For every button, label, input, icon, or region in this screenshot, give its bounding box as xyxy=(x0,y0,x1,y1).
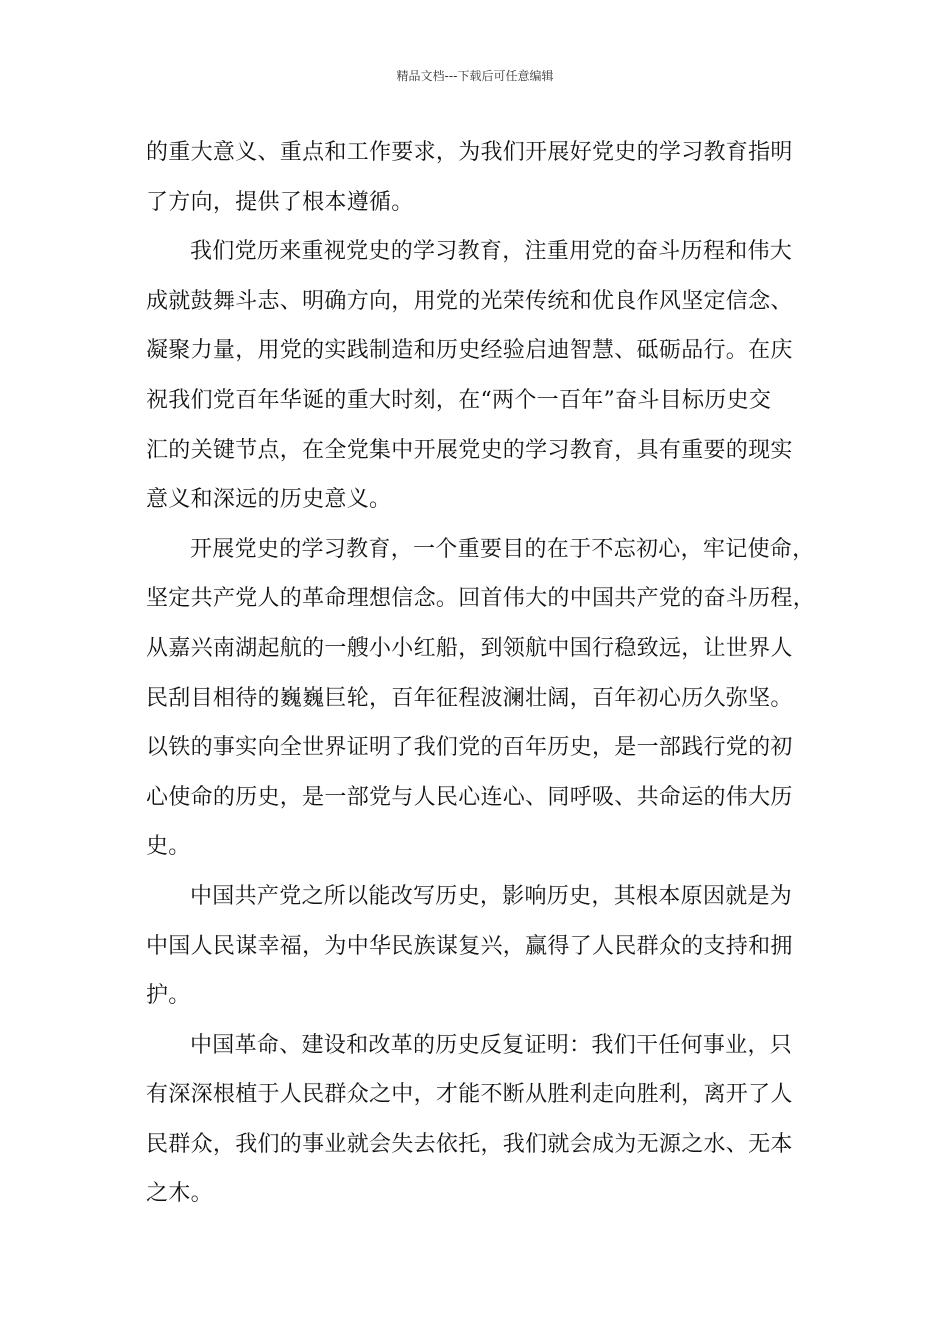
page-header: 精品文档---下载后可任意编辑 xyxy=(396,69,554,83)
text-line: 坚定共产党人的革命理想信念。回首伟大的中国共产党的奋斗历程， xyxy=(146,586,816,612)
text-line: 之木。 xyxy=(146,1181,213,1207)
paragraph-start-line: 开展党史的学习教育，一个重要目的在于不忘初心，牢记使命， xyxy=(190,536,815,562)
text-line: 从嘉兴南湖起航的一艘小小红船，到领航中国行稳致远，让世界人 xyxy=(146,635,793,661)
paragraph-start-line: 中国共产党之所以能改写历史，影响历史，其根本原因就是为 xyxy=(190,883,793,909)
paragraph-start-line: 中国革命、建设和改革的历史反复证明：我们干任何事业，只 xyxy=(190,1032,793,1058)
text-line: 民群众，我们的事业就会失去依托，我们就会成为无源之水、无本 xyxy=(146,1131,793,1157)
paragraph-start-line: 我们党历来重视党史的学习教育，注重用党的奋斗历程和伟大 xyxy=(190,239,793,265)
text-line: 的重大意义、重点和工作要求，为我们开展好党史的学习教育指明 xyxy=(146,140,793,165)
text-line: 了方向，提供了根本遵循。 xyxy=(146,189,414,215)
body-text xyxy=(146,128,816,1219)
text-line: 以铁的事实向全世界证明了我们党的百年历史，是一部践行党的初 xyxy=(146,735,793,761)
text-line: 中国人民谋幸福，为中华民族谋复兴，赢得了人民群众的支持和拥 xyxy=(146,933,793,959)
text-line: 心使命的历史，是一部党与人民心连心、同呼吸、共命运的伟大历 xyxy=(146,784,793,810)
text-line: 汇的关键节点，在全党集中开展党史的学习教育，具有重要的现实 xyxy=(146,437,793,463)
text-line: 史。 xyxy=(146,834,191,860)
text-line: 护。 xyxy=(146,983,191,1009)
text-line: 民刮目相待的巍巍巨轮，百年征程波澜壮阔，百年初心历久弥坚。 xyxy=(146,685,793,711)
text-line: 意义和深远的历史意义。 xyxy=(146,487,392,513)
text-line: 祝我们党百年华诞的重大时刻，在“两个一百年”奋斗目标历史交 xyxy=(146,387,772,413)
text-line: 成就鼓舞斗志、明确方向，用党的光荣传统和优良作风坚定信念、 xyxy=(146,288,793,314)
text-line: 凝聚力量，用党的实践制造和历史经验启迪智慧、砥砺品行。在庆 xyxy=(146,338,793,364)
text-line: 有深深根植于人民群众之中，才能不断从胜利走向胜利，离开了人 xyxy=(146,1082,793,1108)
